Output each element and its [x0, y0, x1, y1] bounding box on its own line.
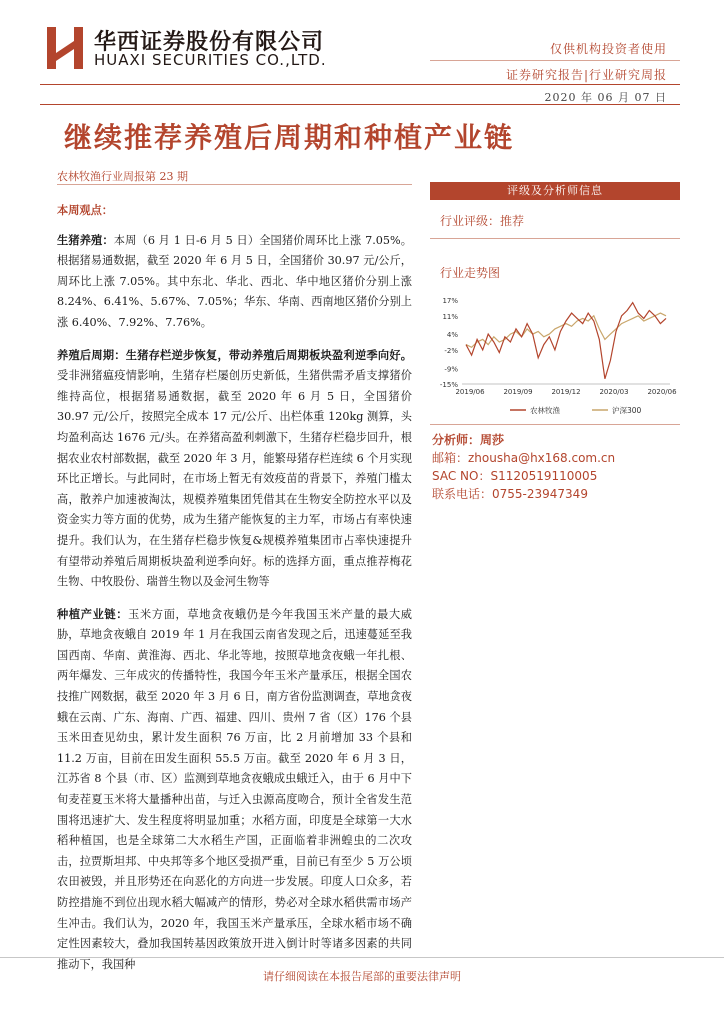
paragraph-planting: [57, 604, 412, 976]
y-tick-label: -15%: [439, 381, 458, 389]
analyst-email[interactable]: 邮箱：zhousha@hx168.com.cn: [432, 451, 616, 465]
company-name-en: HUAXI SECURITIES CO.,LTD.: [94, 51, 327, 69]
series-line-农林牧渔: [466, 303, 666, 379]
huaxi-logo-icon: [47, 27, 83, 69]
paragraph-text: 本周（6 月 1 日-6 月 5 日）全国猪价周环比上涨 7.05%。根据猪易通数据，截至 2020 年 6 月 5 日，全国猪价 30.97 元/公斤，周环比上涨 7.05%。其中东北、华北、西北、华中地区猪价分别上涨 8.24%、6.41%、5.67%、7.05%；华东、华南、西南地区猪价分别上涨 6.40%、7.92%、7.76%。: [57, 233, 412, 329]
trend-chart-title: 行业走势图: [440, 266, 501, 280]
industry-rating: 行业评级：推荐: [440, 214, 525, 228]
x-tick-label: 2019/06: [455, 388, 485, 396]
analyst-phone: 联系电话：0755-23947349: [432, 487, 588, 501]
legend-label: 农林牧渔: [530, 406, 560, 415]
y-tick-label: 17%: [442, 297, 458, 305]
paragraph-head: 养殖后周期：生猪存栏逆步恢复，带动养殖后周期板块盈利逆季向好。: [57, 347, 412, 362]
footer-divider: [0, 957, 724, 958]
analyst-sac: SAC NO：S1120519110005: [432, 469, 598, 483]
header-divider: [40, 84, 680, 85]
report-title: 继续推荐养殖后周期和种植产业链: [64, 121, 515, 154]
section-title: 本周观点：: [57, 203, 113, 217]
divider: [430, 424, 680, 425]
x-tick-label: 2020/06: [647, 388, 677, 396]
report-type-tag: 证券研究报告|行业研究周报: [505, 68, 667, 82]
industry-trend-chart: [430, 288, 680, 420]
y-tick-label: -2%: [444, 346, 458, 355]
paragraph-text: 玉米方面，草地贪夜蛾仍是今年我国玉米产量的最大威胁，草地贪夜蛾自 2019 年 1 月在我国云南省发现之后，迅速蔓延至我国西南、华南、黄淮海、西北、华北等地，按照草地贪夜蛾一年扎根、两年爆发、三年成灾的传播特性，我国今年玉米产量承压，根据全国农技推广网数据，截至 2020 年 3 月 6 日，南方省份监测调查，草地贪夜蛾在云南、广东、海南、广西、福建、四川、贵州 7 省（区）176 个县玉米田查见幼虫，累计发生面积 76 万亩，比 2 月前增加 33 个县和 11.2 万亩，目前在田发生面积 55.5 万亩。截至 2020 年 6 月 3 日，江苏省 8 个县（市、区）监测到草地贪夜蛾成虫蛾迁入，由于 6 月中下旬麦茬夏玉米将大量播种出苗，与迁入虫源高度吻合，预计全省发生范围将迅速扩大、发生程度将明显加重；水稻方面，印度是全球第一大水稻种植国，也是全球第二大水稻生产国，正面临着非洲蝗虫的二次攻击，拉贾斯坦邦、中央邦等多个地区受损严重，目前已有至少 5 万公顷农田被毁，并且形势还在向恶化的方向进一步发展。印度人口众多，若防控措施不到位出现水稻大幅减产的情形，势必对全球水稻供需市场产生冲击。我们认为，2020 年，我国玉米产量承压，全球水稻市场不确定性因素较大，叠加我国转基因政策放开进入倒计时等诸多因素的共同推动下，我国种: [57, 607, 412, 971]
paragraph-text: 受非洲猪瘟疫情影响，生猪存栏屡创历史新低，生猪供需矛盾支撑猪价维持高位，根据猪易通数据，截至 2020 年 6 月 5 日，全国猪价 30.97 元/公斤，按照完全成本 17 元/公斤、出栏体重 120kg 测算，头均盈利高达 1676 元/头。在养猪高盈利刺激下，生猪存栏稳步回升，根据农业农村部数据，截至 2020 年 3 月，能繁母猪存栏连续 6 个月实现环比正增长。与此同时，在市场上暂无有效疫苗的背景下，养殖门槛太高，散养户加速被淘汰，规模养殖集团凭借其在生物安全防控水平以及资金实力等方面的优势，成为生猪产能恢复的主力军，市场占有率快速提升。我们认为，在生猪存栏稳步恢复&规模养殖集团市占率快速提升有望带动养殖后周期板块盈利逆季向好。标的选择方面，重点推荐梅花生物、中牧股份、瑞普生物以及金河生物等: [57, 369, 412, 589]
report-body: [57, 200, 412, 986]
y-tick-label: 4%: [446, 331, 458, 340]
sidebar-header: 评级及分析师信息: [430, 182, 680, 200]
x-tick-label: 2020/03: [599, 388, 629, 396]
legend-label: 沪深300: [612, 406, 642, 415]
series-line-沪深300: [466, 313, 666, 347]
investor-tag: 仅供机构投资者使用: [549, 42, 667, 56]
subtitle-divider: [57, 184, 412, 185]
company-name-cn: 华西证券股份有限公司: [94, 30, 325, 55]
paragraph-head: 生猪养殖：: [57, 232, 114, 247]
report-date: 2020 年 06 月 07 日: [544, 91, 667, 104]
y-tick-label: 11%: [442, 312, 458, 321]
y-tick-label: -9%: [444, 365, 458, 374]
report-subtitle: 农林牧渔行业周报第 23 期: [57, 170, 188, 183]
x-tick-label: 2019/12: [551, 388, 581, 396]
legal-notice: 请仔细阅读在本报告尾部的重要法律声明: [263, 970, 461, 983]
paragraph-pig-farming: [57, 230, 412, 334]
x-tick-label: 2019/09: [503, 388, 533, 396]
divider: [430, 238, 680, 239]
divider: [430, 60, 680, 61]
paragraph-head: 种植产业链：: [57, 606, 129, 621]
date-divider: [40, 104, 680, 105]
analyst-name: 分析师：周莎: [432, 433, 505, 447]
paragraph-post-cycle: [57, 345, 412, 593]
